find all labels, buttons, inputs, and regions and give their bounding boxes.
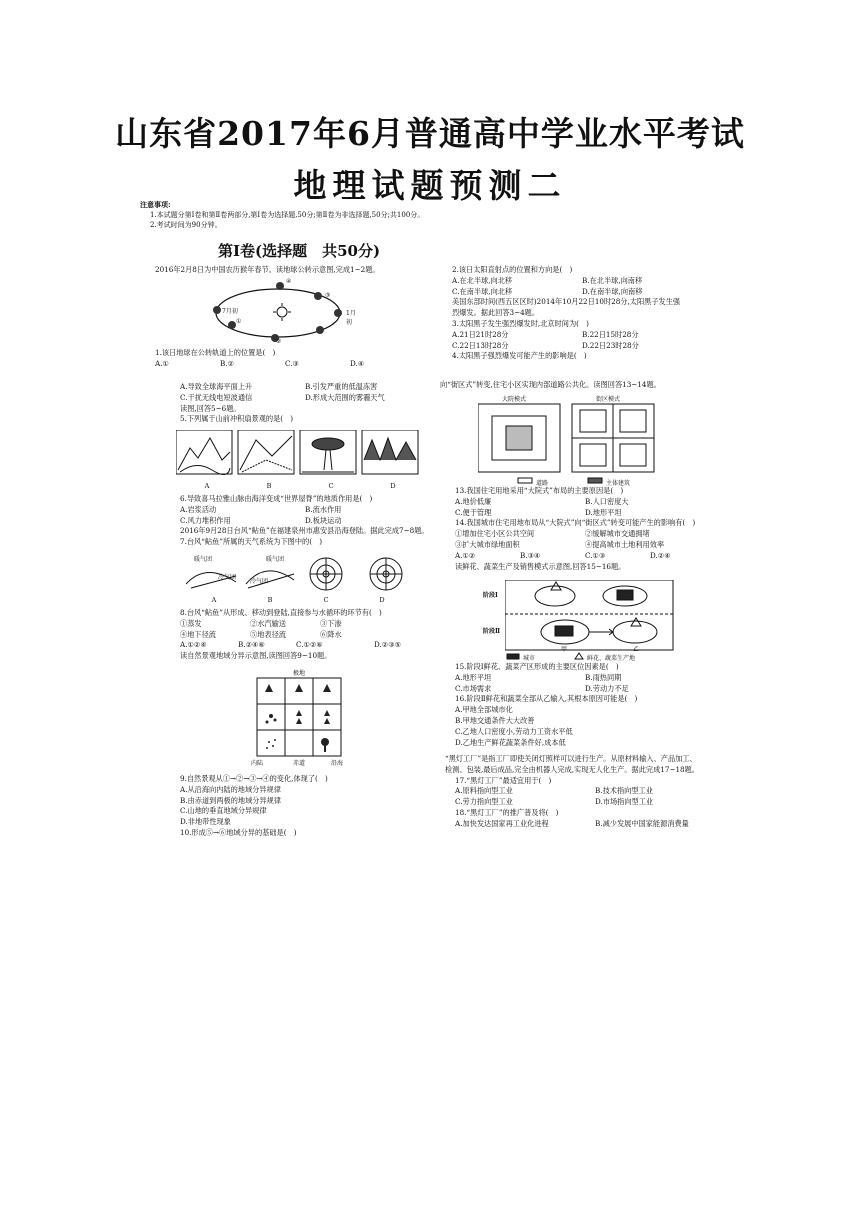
q3-option-c: C.22日13时28分 <box>452 340 509 350</box>
zone-label-equator: 赤道 <box>293 760 306 767</box>
zone-label-polar: 极地 <box>293 670 306 677</box>
landscape-zone-figure <box>251 670 345 767</box>
q6-block <box>180 494 440 548</box>
q8-option-c: C.①②⑥ <box>296 640 323 650</box>
q8-option-a: A.①②④ <box>180 640 207 650</box>
q13-option-a: A.地价低廉 <box>455 496 492 506</box>
q13-option-d: D.地形平坦 <box>585 507 622 517</box>
q8-item-1: ①蒸发 <box>180 618 202 628</box>
question-18: 18.“黑灯工厂”的推广普及将( ) <box>455 807 559 817</box>
q17-block <box>445 754 745 830</box>
stage-legend-city: 城市 <box>523 655 536 662</box>
intro-q13: 向“街区式”转变,住宅小区实现内部道路公共化。读图回答13~14题。 <box>440 380 661 389</box>
q6-option-d: D.板块运动 <box>305 515 342 525</box>
layout-legend-building: 主体建筑 <box>606 480 631 487</box>
q2-option-b: B.在北半球,向南移 <box>582 275 643 285</box>
q9-block <box>180 774 440 839</box>
q17-option-c: C.劳力指向型工业 <box>455 797 513 807</box>
q8-item-6: ⑥降水 <box>320 629 342 639</box>
wx-label-c: C <box>323 596 329 604</box>
q14-item-2: ②缓解城市交通拥堵 <box>585 529 650 539</box>
wx-label-cold-a: 冷气团 <box>218 574 237 581</box>
notice-item-2: 2.考试时间为90分钟。 <box>150 221 222 229</box>
q13-option-c: C.便于管理 <box>455 507 492 517</box>
q14-item-4: ④提高城市土地利用效率 <box>585 539 665 549</box>
q2-option-d: D.在南半球,向南移 <box>582 286 643 296</box>
q13-option-b: B.人口密度大 <box>585 496 629 506</box>
q6-option-c: C.风力堆积作用 <box>180 515 231 525</box>
stage-legend-farm: 鲜花、蔬菜生产地 <box>587 655 636 662</box>
orbit-label-3: ③ <box>325 292 331 299</box>
q2-option-a: A.在北半球,向北移 <box>452 275 513 285</box>
landscape-label-d: D <box>390 482 396 490</box>
stage-label-2: 阶段Ⅱ <box>483 628 501 635</box>
wx-label-warm-a: 暖气团 <box>194 556 213 563</box>
landscape-label-b: B <box>266 482 272 490</box>
q1-option-a: A.① <box>155 358 169 368</box>
q4-option-b: B.引发严重的低温冻害 <box>305 382 378 391</box>
q15-option-d: D.劳动力不足 <box>585 683 629 693</box>
q16-option-b: B.甲地交通条件大大改善 <box>455 715 535 725</box>
question-7: 7.台风“鲇鱼”所属的天气系统为下图中的( ) <box>180 537 323 547</box>
layout-legend-road: 道路 <box>536 480 549 487</box>
intro-q13-block <box>440 380 730 391</box>
orbit-label-july: 7月初 <box>222 308 238 315</box>
q15-block <box>455 662 745 748</box>
q9-option-a: A.从沿海向内陆的地域分异规律 <box>180 784 281 794</box>
q9-option-c: C.山地的垂直地域分异规律 <box>180 806 267 816</box>
weather-system-figure <box>186 554 411 604</box>
q1-block <box>155 348 430 370</box>
question-1: 1.该日地球在公转轨道上的位置是( ) <box>155 348 276 357</box>
landscape-label-a: A <box>204 482 210 490</box>
wx-label-a: A <box>211 596 217 604</box>
q14-option-a: A.①② <box>455 550 476 560</box>
question-6: 6.导致喜马拉雅山脉由海洋变成“世界屋脊”的地质作用是( ) <box>180 494 373 503</box>
landscape-figures <box>176 430 424 490</box>
q16-option-c: C.乙地人口密度小,劳动力工资水平低 <box>455 726 573 736</box>
q15-option-a: A.地形平坦 <box>455 672 492 682</box>
q4-options-block <box>180 382 430 425</box>
q3-option-a: A.21日21时28分 <box>452 329 509 339</box>
q8-option-d: D.②③⑤ <box>374 640 402 650</box>
intro-q15: 读鲜花、蔬菜生产及销售模式示意图,回答15~16题。 <box>455 561 626 571</box>
q1-option-b: B.② <box>220 358 235 368</box>
q8-item-2: ②水汽输送 <box>250 618 286 628</box>
q17-option-d: D.市场指向型工业 <box>595 797 654 807</box>
q14-option-b: B.③④ <box>520 550 541 560</box>
q18-option-b: B.减少发展中国家能源消费量 <box>595 818 689 828</box>
q15-option-b: B.雨热同期 <box>585 672 622 682</box>
intro-q1: 2016年2月8日为中国农历猴年春节。读地球公转示意图,完成1~2题。 <box>155 265 380 274</box>
q6-option-b: B.流水作用 <box>305 504 342 514</box>
zone-label-coast: 沿海 <box>331 760 344 767</box>
q8-option-b: B.②④⑥ <box>238 640 265 650</box>
q3-option-d: D.22日23时28分 <box>582 340 639 350</box>
production-stage-figure <box>483 580 675 662</box>
q4-option-d: D.形成大范围的雾霾天气 <box>305 392 385 402</box>
intro-q5: 读图,回答5~6题。 <box>180 403 241 413</box>
wx-label-warm-b: 暖气团 <box>266 556 285 563</box>
left-column <box>155 265 425 276</box>
q3-option-b: B.22日15时28分 <box>582 329 639 339</box>
section-title: 第Ⅰ卷(选择题 共50分) <box>218 242 381 260</box>
zone-label-inland: 内陆 <box>251 760 264 767</box>
question-4: 4.太阳黑子强烈爆发可能产生的影响是( ) <box>452 351 587 361</box>
wx-label-b: B <box>267 596 273 604</box>
exam-subtitle: 地理试题预测二 <box>293 166 567 205</box>
q17-option-a: A.原料指向型工业 <box>455 786 513 796</box>
question-8: 8.台风“鲇鱼”从形成、移动到登陆,直接参与水循环的环节有( ) <box>180 608 382 617</box>
question-10: 10.形成⑤→⑥地域分异的基础是( ) <box>180 827 297 837</box>
question-16: 16.阶段Ⅱ鲜花和蔬菜全部从乙输入,其根本原因可能是( ) <box>455 694 638 704</box>
landscape-labels <box>176 482 424 490</box>
q9-option-b: B.由赤道到两极的地域分异规律 <box>180 795 282 805</box>
q14-item-1: ①增加住宅小区公共空间 <box>455 529 535 539</box>
intro-q3: 美国东部时间(西五区区时)2014年10月22日10时28分,太阳黑子发生强 <box>452 297 681 307</box>
q8-item-4: ④地下径流 <box>180 629 216 639</box>
stage-label-jia: 甲 <box>561 646 568 653</box>
intro-q7: 2016年9月28日台风“鲇鱼”在福建泉州市惠安县沿海登陆。据此完成7~8题。 <box>180 526 429 536</box>
exam-title: 山东省2017年6月普通高中学业水平考试 <box>115 114 745 153</box>
question-3: 3.太阳黑子发生强烈爆发时,北京时间为( ) <box>452 318 589 328</box>
stage-label-1: 阶段Ⅰ <box>483 592 498 599</box>
wx-label-d: D <box>379 596 385 604</box>
layout-label-block: 街区模式 <box>596 396 621 403</box>
wx-labels <box>186 596 411 604</box>
question-9: 9.自然景观从①→②→③→④的变化,体现了( ) <box>180 774 328 783</box>
q14-option-d: D.②④ <box>650 550 671 560</box>
q17-option-b: B.技术指向型工业 <box>595 786 653 796</box>
q14-item-3: ③扩大城市绿地面积 <box>455 539 520 549</box>
q14-option-c: C.①③ <box>585 550 606 560</box>
q15-option-c: C.市场需求 <box>455 683 492 693</box>
notice-item-1: 1.本试题分第Ⅰ卷和第Ⅱ卷两部分,第Ⅰ卷为选择题,50分;第Ⅱ卷为非选择题,50分;共100分。 <box>150 211 425 219</box>
wx-label-cold-b: 冷气团 <box>250 578 269 585</box>
question-5: 5.下列属于山前冲积扇景观的是( ) <box>180 414 294 424</box>
orbit-label-1: ① <box>236 318 242 325</box>
question-2: 2.该日太阳直射点的位置和方向是( ) <box>452 265 573 274</box>
q8-item-5: ⑤地表径流 <box>250 629 286 639</box>
residential-layout-figure <box>478 396 658 486</box>
q13-block <box>455 486 735 572</box>
question-17: 17.“黑灯工厂”最适宜用于( ) <box>455 775 552 785</box>
q1-options <box>155 359 430 370</box>
q1-option-d: D.④ <box>350 358 365 368</box>
orbit-label-2: ② <box>276 338 282 345</box>
q8-item-3: ③下渗 <box>320 618 342 628</box>
q9-option-d: D.非地带性现象 <box>180 817 231 827</box>
intro-q3b: 烈爆发。据此回答3~4题。 <box>452 308 540 318</box>
question-14: 14.我国城市住宅用地布局从“大院式”向“街区式”转变可能产生的影响有( ) <box>455 518 696 528</box>
stage-label-yi: 乙 <box>633 646 640 653</box>
layout-label-compound: 大院模式 <box>502 396 527 403</box>
landscape-label-c: C <box>328 482 334 490</box>
q6-option-a: A.岩浆活动 <box>180 504 217 514</box>
q1-option-c: C.③ <box>285 358 299 368</box>
q4-option-c: C.干扰无线电短波通信 <box>180 392 253 402</box>
orbit-label-jan: 1月初 <box>346 310 356 326</box>
q8-block <box>180 608 440 662</box>
q18-option-a: A.加快发达国家再工业化进程 <box>455 818 549 828</box>
q16-option-d: D.乙地生产鲜花蔬菜条件好,成本低 <box>455 737 566 747</box>
q4-option-a: A.导致全球海平面上升 <box>180 382 253 391</box>
notice-heading: 注意事项: <box>140 200 171 209</box>
orbit-figure <box>200 278 360 346</box>
question-13: 13.我国住宅用地采用“大院式”布局的主要原因是( ) <box>455 486 624 495</box>
q2-option-c: C.在南半球,向北移 <box>452 286 513 296</box>
notice-block <box>140 200 740 230</box>
q2-block <box>452 265 722 362</box>
orbit-label-4: ④ <box>286 278 292 285</box>
intro-q17: “黑灯工厂”是指工厂即使关闭灯照样可以进行生产。从原材料输入、产品加工、 <box>445 754 697 763</box>
intro-q9: 读自然景观地域分异示意图,读图回答9~10题。 <box>180 651 332 661</box>
intro-q17b: 检测、包装,最后成品,完全由机器人完成,实现无人化生产。据此完成17~18题。 <box>445 764 699 774</box>
q16-option-a: A.甲地全部城市化 <box>455 705 513 715</box>
question-15: 15.阶段Ⅰ鲜花、蔬菜产区形成的主要区位因素是( ) <box>455 662 619 671</box>
